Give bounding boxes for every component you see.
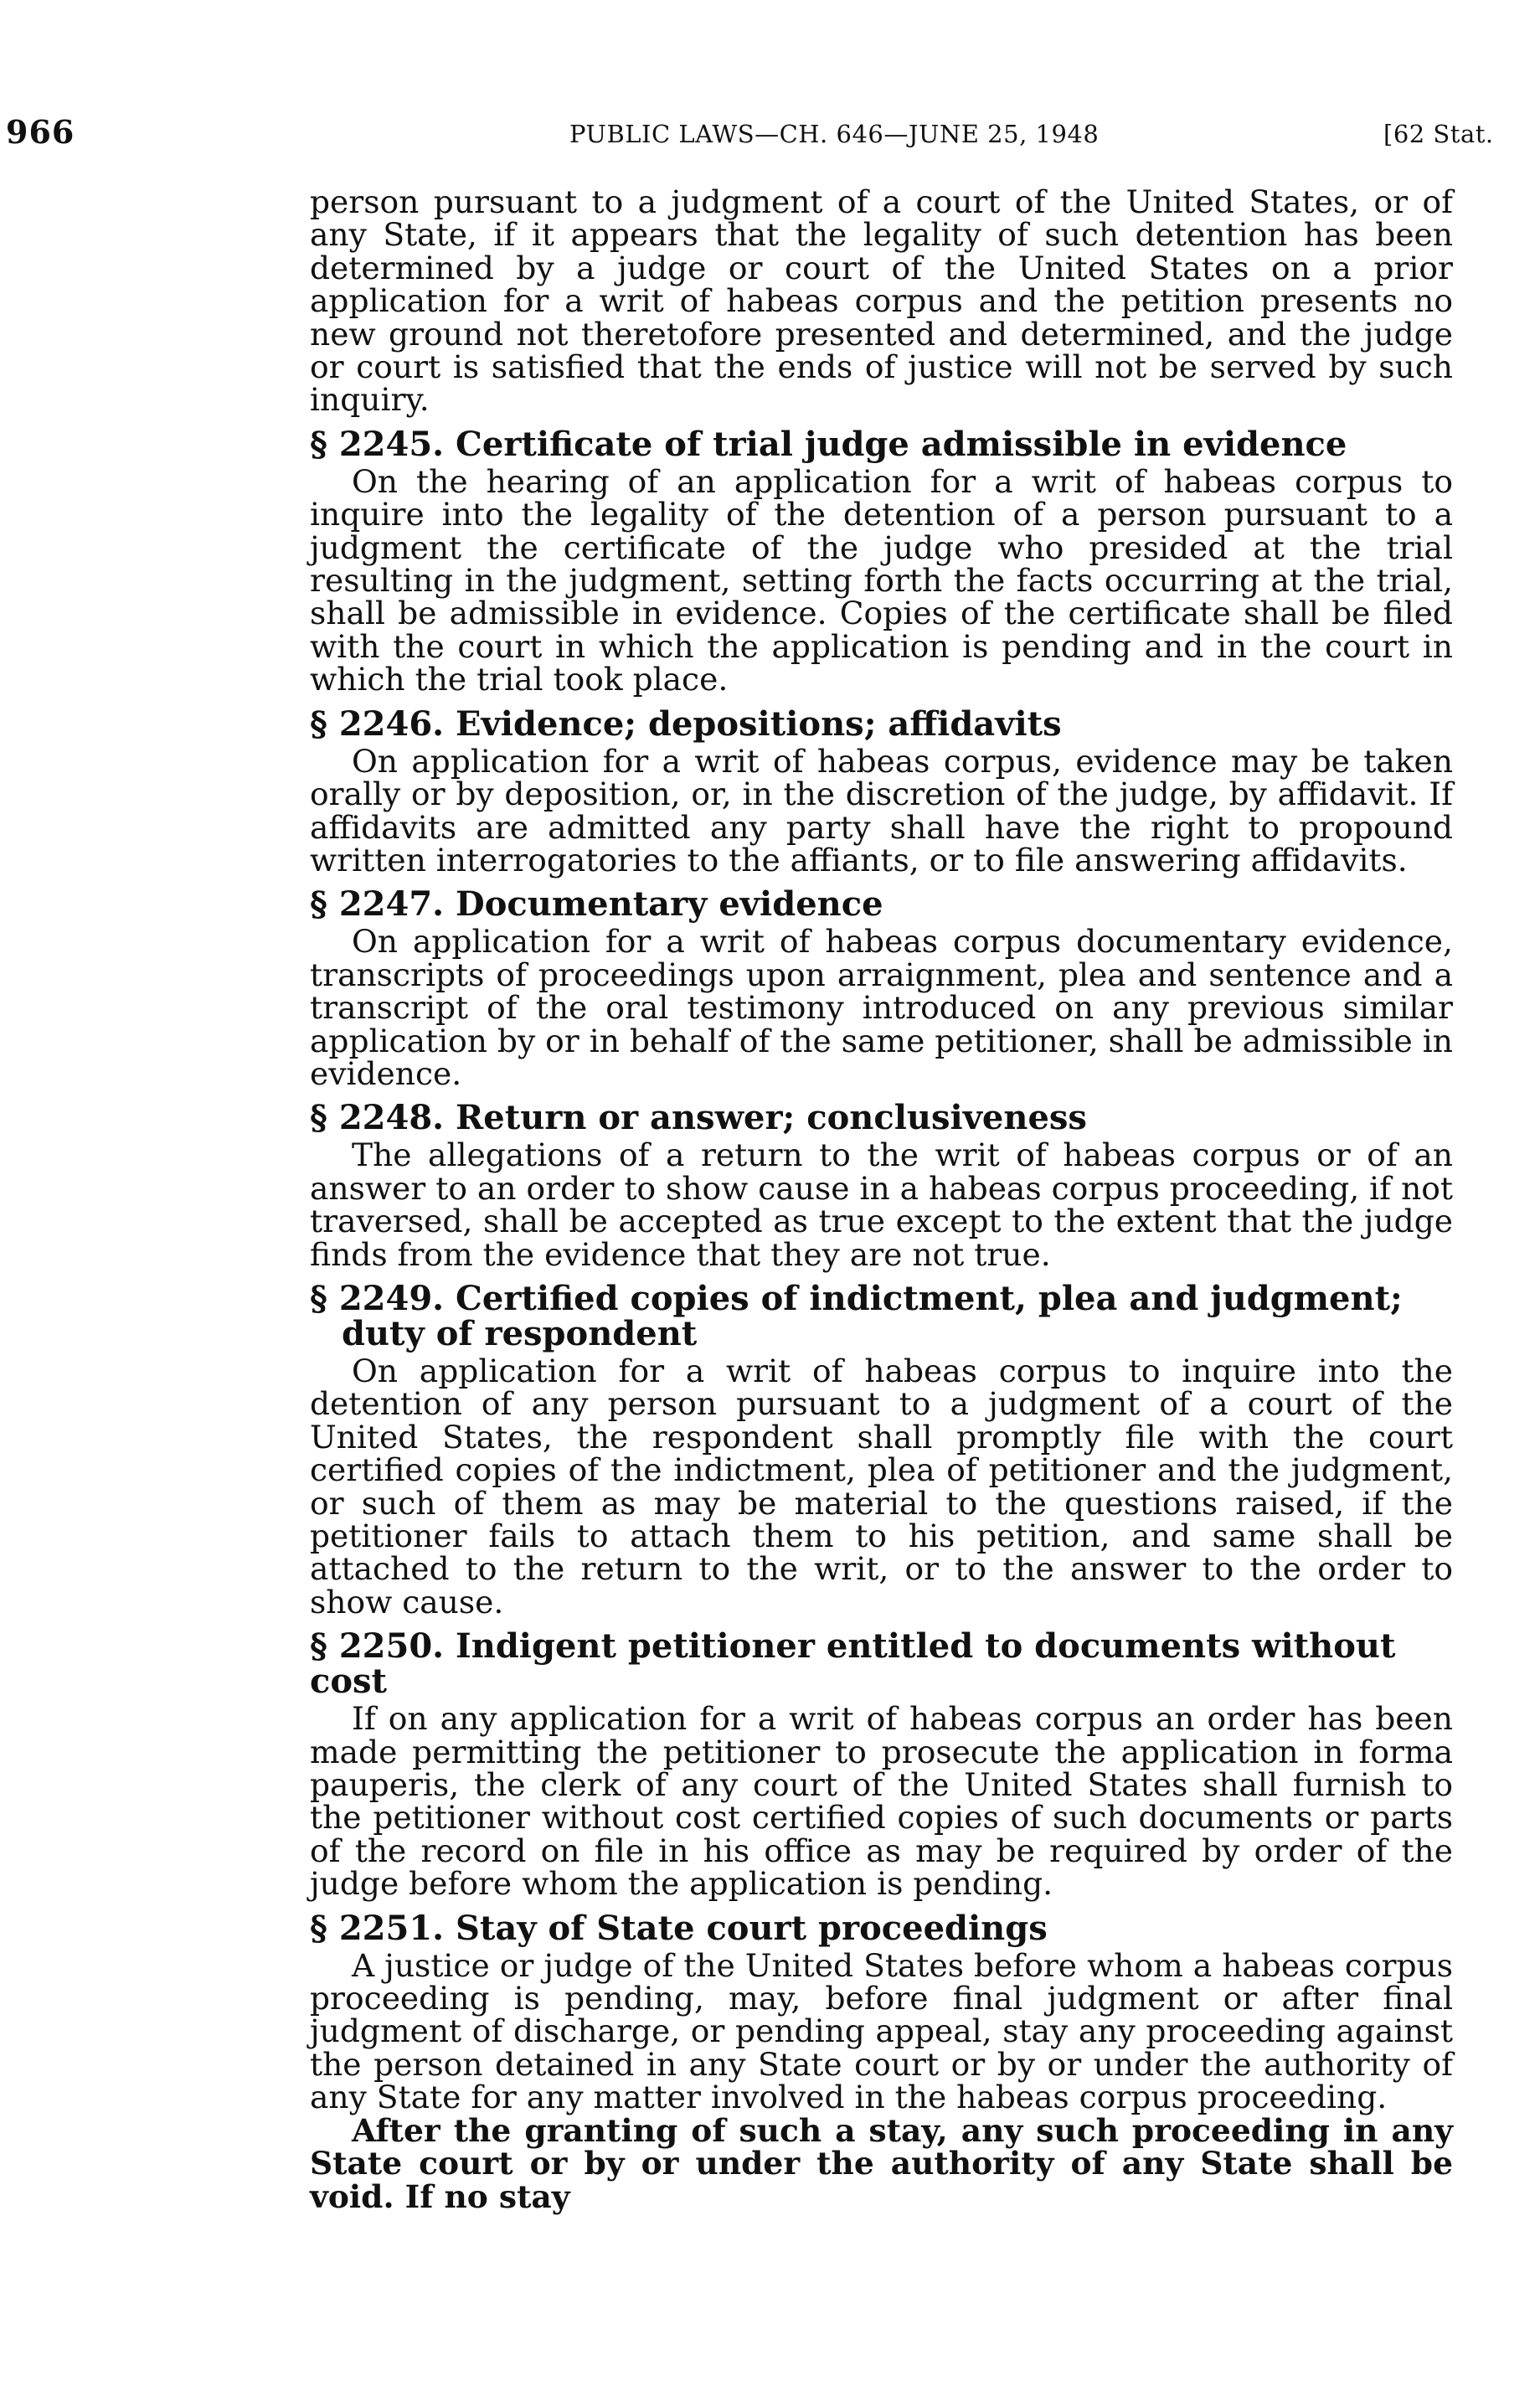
- volume-reference: [62 Stat.: [1383, 120, 1494, 148]
- section-2248-paragraph: The allegations of a return to the writ of habeas corpus or of an answer to an order to show cause in a habeas corpus proceeding, if not traversed, shall be accepted as true except to the extent that the judge finds from the evidence that they are not true.: [310, 1136, 1453, 1273]
- section-heading-2250: [310, 1626, 1453, 1702]
- running-head: [0, 113, 1540, 155]
- section-heading-2248: [310, 1100, 1453, 1136]
- section-2249-paragraph: On application for a writ of habeas corpus to inquire into the detention of any person pursuant to a judgment of a court of the United States, the respondent shall promptly file with the court certified copies of the indictment, plea of petitioner and the judgment, or such of them as may be material to the questions raised, if the petitioner fails to attach them to his petition, and same shall be attached to the return to the writ, or to the answer to the order to show cause.: [310, 1352, 1453, 1621]
- page-number: 966: [6, 113, 75, 151]
- section-number: § 2249.: [310, 1278, 445, 1318]
- section-title: Certified copies of indictment, plea and judgment; duty of respondent: [342, 1278, 1403, 1353]
- section-heading-2247: [310, 884, 1453, 925]
- section-number: § 2248.: [310, 1098, 445, 1138]
- section-2251-paragraph-2: After the granting of such a stay, any such proceeding in any State court or by or under the authority of any State shall be void. If no stay: [310, 2111, 1453, 2215]
- section-heading-2251: [310, 1908, 1453, 1948]
- section-title: Certificate of trial judge admissible in evidence: [456, 424, 1347, 464]
- section-number: § 2246.: [310, 703, 445, 744]
- section-title: Indigent petitioner entitled to documents without cost: [310, 1626, 1396, 1702]
- section-title: Evidence; depositions; affidavits: [456, 703, 1062, 744]
- section-2250-paragraph: If on any application for a writ of habeas corpus an order has been made permitting the petitioner to prosecute the application in forma pauperis, the clerk of any court of the United States shall furnish to the petitioner without cost certified copies of such documents or parts of the record on file in his office as may be required by order of the judge before whom the application is pending.: [310, 1700, 1453, 1903]
- section-heading-2249: [310, 1278, 1453, 1353]
- section-2245-paragraph: On the hearing of an application for a writ of habeas corpus to inquire into the legality of the detention of a person pursuant to a judgment the certificate of the judge who presided at the trial resulting in the judgment, setting forth the facts occurring at the trial, shall be admissible in evidence. Copies of the certificate shall be filed with the court in which the application is pending and in the court in which the trial took place.: [310, 462, 1453, 698]
- section-2247-paragraph: On application for a writ of habeas corpus documentary evidence, transcripts of proceedings upon arraignment, plea and sentence and a transcript of the oral testimony introduced on any previous similar application by or in behalf of the same petitioner, shall be admissible in evidence.: [310, 923, 1453, 1092]
- running-head-title: PUBLIC LAWS—CH. 646—JUNE 25, 1948: [569, 120, 1100, 148]
- section-number: § 2245.: [310, 424, 445, 464]
- section-title: Return or answer; conclusiveness: [456, 1098, 1087, 1138]
- section-2251-paragraph-1: A justice or judge of the United States before whom a habeas corpus proceeding is pending, may, before final judgment or after final judgment of discharge, or pending appeal, stay any proceeding against the person detained in any State court or by or under the authority of any State for any matter involved in the habeas corpus proceeding.: [310, 1946, 1453, 2116]
- continuation-paragraph: person pursuant to a judgment of a court of the United States, or of any State, if it appears that the legality of such detention has been determined by a judge or court of the United States on a prior application for a writ of habeas corpus and the petition presents no new ground not theretofore presented and determined, and the judge or court is satisfied that the ends of justice will not be served by such inquiry.: [310, 183, 1453, 419]
- section-number: § 2247.: [310, 884, 445, 925]
- section-title: Stay of State court proceedings: [456, 1908, 1048, 1948]
- body-text: [310, 183, 1453, 2215]
- section-title: Documentary evidence: [456, 884, 883, 925]
- section-2246-paragraph: On application for a writ of habeas corpus, evidence may be taken orally or by deposition, or, in the discretion of the judge, by affidavit. If affidavits are admitted any party shall have the right to propound written interrogatories to the affiants, or to file answering affidavits.: [310, 742, 1453, 879]
- section-heading-2246: [310, 703, 1453, 744]
- section-number: § 2250.: [310, 1626, 445, 1667]
- section-heading-2245: [310, 424, 1453, 464]
- section-number: § 2251.: [310, 1908, 445, 1948]
